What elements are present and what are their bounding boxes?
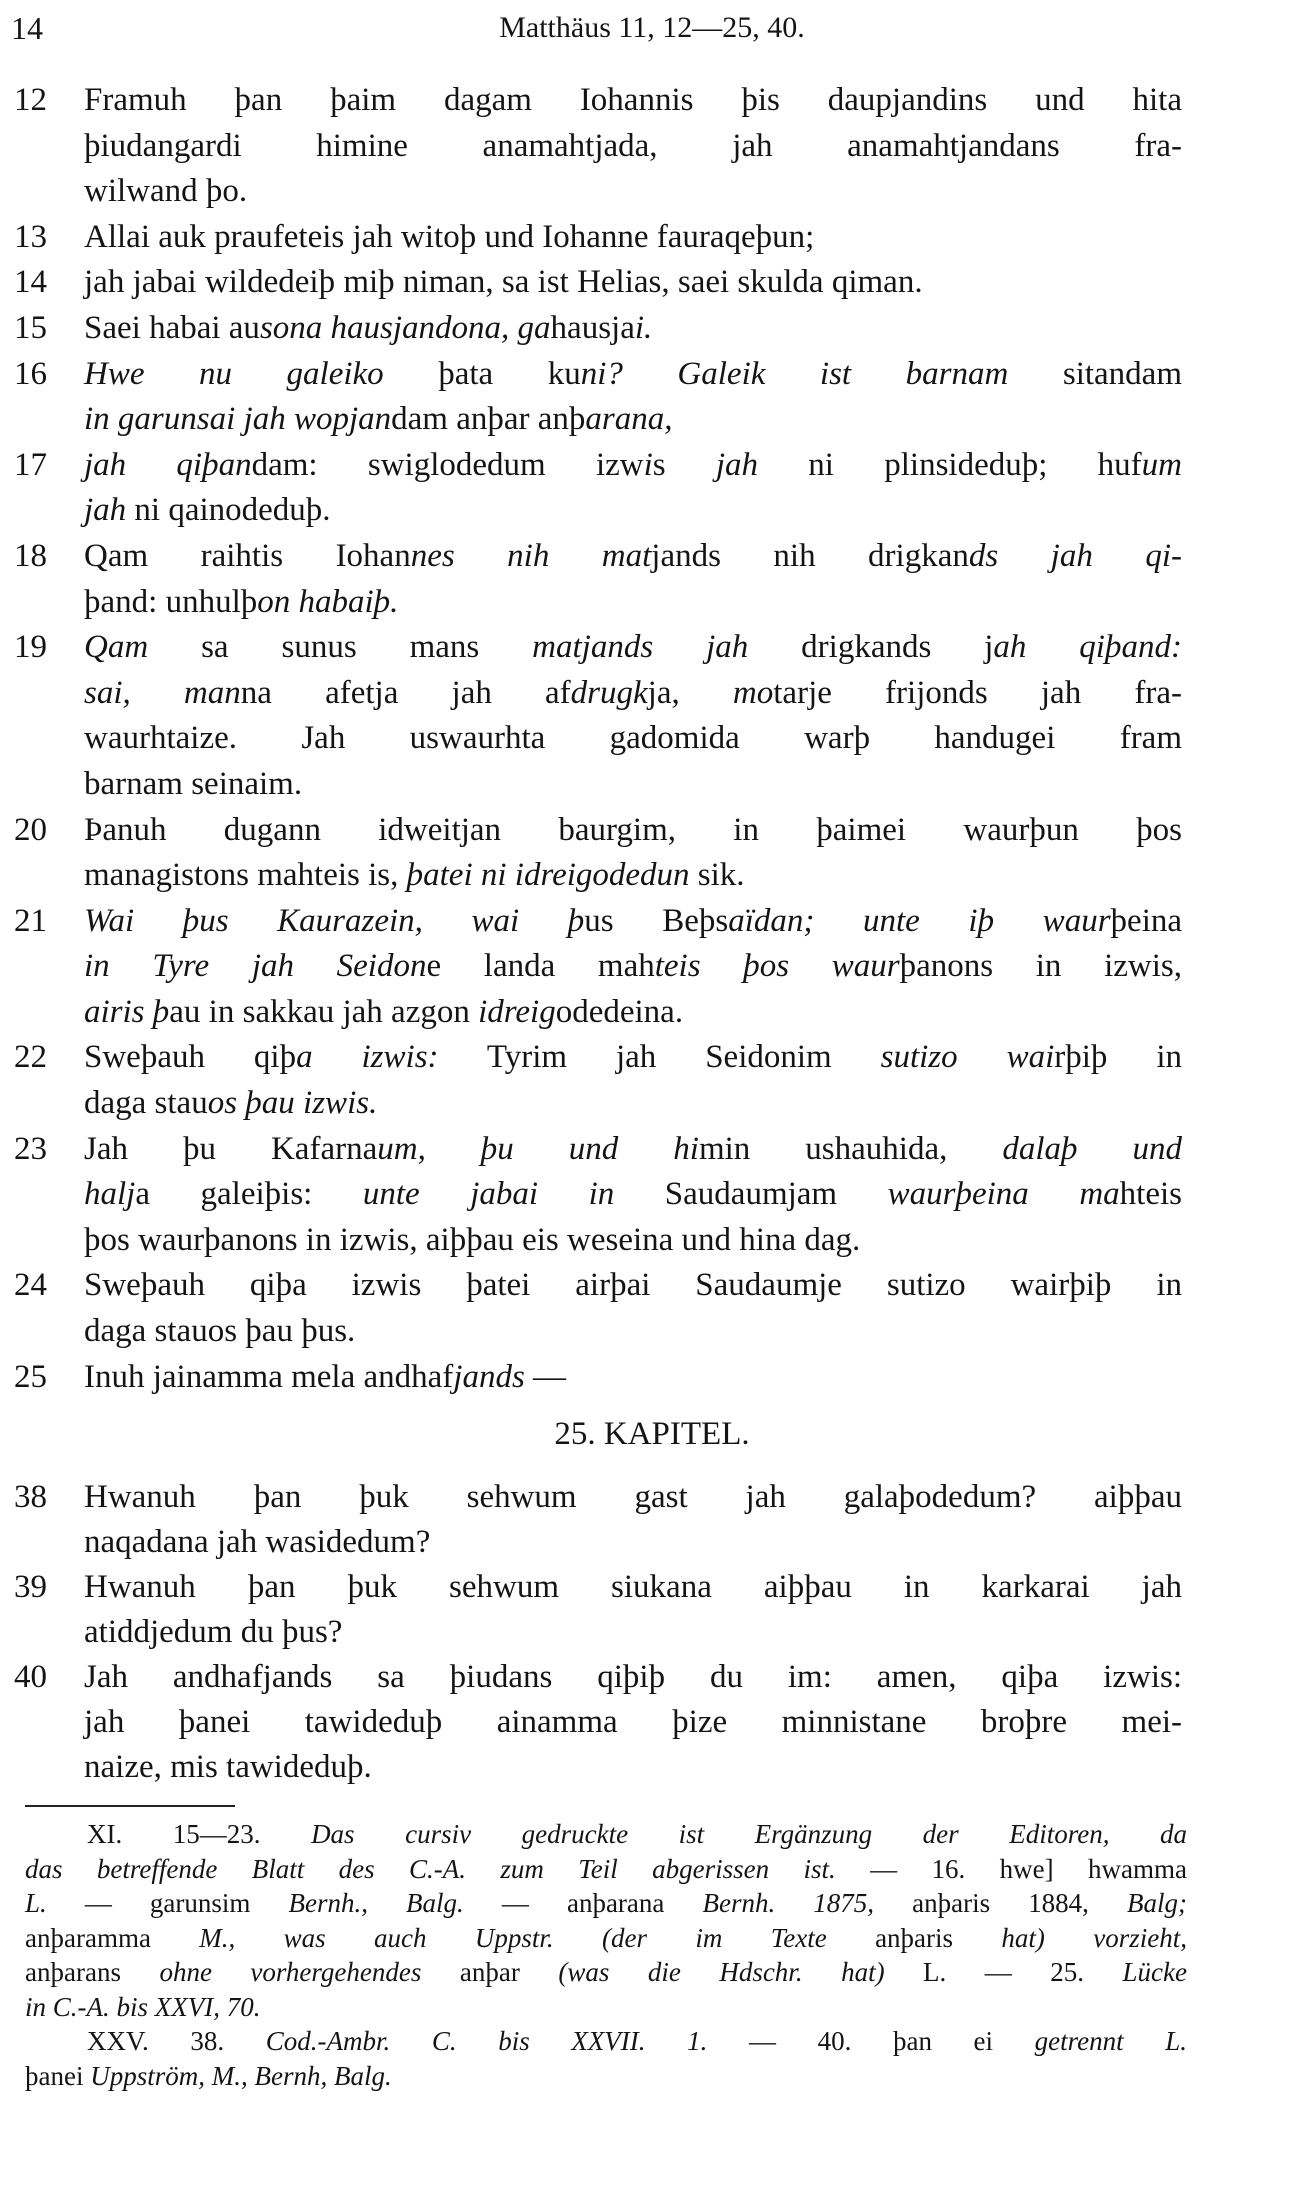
text: Framuh þan þaim dagam Iohannis þis daupjandins und hita [84,82,1182,118]
verse-number: 20 [14,811,47,848]
verse-line [84,990,1182,1036]
text: au in sakkau jah azgon [169,993,479,1030]
footnotes [25,1817,1187,2093]
text: anþarans [25,1957,160,1987]
italic-text: sona hausjandona, ga [259,309,551,346]
page-number: 14 [11,10,43,46]
text: Allai auk praufeteis jah witoþ und Iohanne fauraqeþun; [84,218,815,255]
text: ja, [647,674,733,711]
verse-line [84,534,1182,580]
italic-text: i [643,446,653,483]
text: — anþarana [463,1888,703,1918]
italic-text: ds jah qi- [968,537,1182,574]
verse-38 [0,1475,1304,1565]
verse-number: 18 [14,537,47,574]
text: ni plinsideduþ; huf [758,446,1142,483]
verse-line [84,1309,1182,1355]
text: naqadana jah wasidedum? [84,1524,431,1560]
italic-text: airis þ [84,993,170,1030]
footnote-line [25,1886,1187,1921]
text: ni qainodeduþ. [126,492,331,529]
text: þeina [1110,902,1183,939]
verse-line [84,1355,1182,1401]
italic-text: sutizo wai [880,1039,1055,1076]
text: þanei [25,2060,91,2091]
verse-23 [0,1127,1304,1264]
text: odedeina. [555,993,684,1030]
italic-text: on habaiþ. [257,583,399,620]
text: — 16. hwe] hwamma [835,1853,1188,1884]
italic-text: waurþeina ma [887,1176,1120,1213]
verse-line [84,397,1182,443]
verse-line [84,352,1182,398]
footnote-rule [25,1805,235,1807]
verse-25 [0,1355,1304,1401]
text: Qam raihtis Iohan [84,537,411,574]
verse-16 [0,352,1304,443]
running-header: Matthäus 11, 12—25, 40. [499,11,805,44]
verse-line [84,1520,1182,1565]
italic-text: in garunsai jah wopjan [84,401,392,438]
italic-text: Qam [84,629,149,666]
italic-text: teis þos waur [654,948,900,985]
verse-19 [0,625,1304,807]
text: — [524,1358,567,1395]
verse-number: 21 [14,902,47,939]
verse-line [84,853,1182,899]
verse-line [84,625,1182,671]
italic-text: Das cursiv gedruckte ist Ergänzung der Editoren, da [311,1819,1187,1849]
italic-text: ohne vorhergehendes [159,1957,422,1987]
verse-line [84,1475,1182,1520]
footnote-line [25,1817,1187,1852]
verse-14 [0,260,1304,306]
italic-text: dalaþ und [1002,1130,1183,1167]
italic-text: um, þu und hi [377,1130,699,1167]
italic-text: Bernh., Balg. [288,1888,464,1918]
footnote [25,2024,1187,2093]
text: Saei habai au [84,309,260,346]
verse-number: 22 [14,1039,47,1076]
verse-line [84,1172,1182,1218]
text: managistons mahteis is, [84,857,407,894]
verse-line [84,1655,1182,1700]
verse-line [84,124,1182,170]
text: naize, mis tawideduþ. [84,1749,372,1785]
italic-text: Lücke [1122,1957,1187,1987]
italic-text: um [1141,446,1182,483]
italic-text: þatei ni idreigodedun [406,857,690,894]
text: barnam seinaim. [84,765,303,802]
text: Jah þu Kafarna [84,1130,378,1167]
footnote-line [25,1852,1187,1887]
verse-number: 16 [14,355,47,392]
text: Jah andhafjands sa þiudans qiþiþ du im: amen, qiþa izwis: [84,1659,1182,1695]
verse-line [84,716,1182,762]
text: Tyrim jah Seidonim [438,1039,881,1076]
italic-text: Uppström, M., Bernh, Balg. [90,2060,392,2091]
verse-22 [0,1035,1304,1126]
italic-text: ah qiþand: [993,629,1182,666]
verse-12 [0,78,1304,215]
footnote-line [25,2059,1187,2094]
text: dam: swiglodedum izw [251,446,644,483]
italic-text: M., was auch Uppstr. (der im Texte [199,1922,827,1953]
italic-text: Wai þus Kaurazein, wai þ [84,902,585,939]
text: Þanuh dugann idweitjan baurgim, in þaimei waurþun þos [84,811,1182,848]
text: Hwanuh þan þuk sehwum siukana aiþþau in karkarai jah [84,1569,1182,1605]
verse-line [84,215,1182,261]
italic-text: jah qiþan [84,446,252,483]
verse-line [84,671,1182,717]
verse-number: 40 [14,1659,47,1695]
italic-text: os þau izwis. [207,1085,378,1122]
text: Sweþauh qiþ [84,1039,297,1076]
verse-line [84,169,1182,215]
text: rþiþ in [1054,1039,1182,1076]
verse-line [84,1565,1182,1610]
text: a galeiþis: [135,1176,363,1213]
verse-39 [0,1565,1304,1655]
text: Saudaumjam [614,1176,888,1213]
italic-text: matjands jah [532,629,749,666]
text: XI. 15—23. [87,1819,312,1849]
italic-text: a izwis: [296,1039,439,1076]
verse-line [84,1081,1182,1127]
italic-text: jah [715,446,759,483]
verse-17 [0,443,1304,534]
verse-15 [0,306,1304,352]
italic-text: ni? Galeik ist barnam [580,355,1009,392]
italic-text: sai, man [84,674,241,711]
text: þand: unhulþ [84,583,258,620]
text: jah þanei tawideduþ ainamma þize minnistane broþre mei- [84,1704,1182,1740]
verse-line [84,1218,1182,1264]
verse-line [84,443,1182,489]
footnote-line [25,2024,1187,2059]
verse-number: 12 [14,82,47,118]
italic-text: jands [453,1358,525,1395]
italic-text: i. [634,309,653,346]
verse-number: 23 [14,1130,47,1167]
verse-line [84,1610,1182,1655]
verse-line [84,1127,1182,1173]
text: tarje frijonds jah fra- [773,674,1182,711]
text: drigkands j [748,629,994,666]
text: jands nih drigkan [651,537,969,574]
italic-text: Balg; [1127,1888,1187,1918]
text: þos waurþanons in izwis, aiþþau eis weseina und hina dag. [84,1221,861,1258]
text: daga stauos þau þus. [84,1313,356,1350]
text: Inuh jainamma mela andhaf [84,1358,454,1395]
text: þiudangardi himine anamahtjada, jah anamahtjandans fra- [84,127,1182,164]
italic-text: jah [84,492,127,529]
italic-text: L. [25,1888,47,1918]
verse-line [84,488,1182,534]
italic-text: unte jabai in [362,1176,615,1213]
verse-13 [0,215,1304,261]
verse-line [84,1263,1182,1309]
italic-text: in C.-A. bis XXVI, 70. [25,1991,261,2022]
italic-text: mo [732,674,774,711]
text: þanons in izwis, [899,948,1182,985]
verse-line [84,306,1182,352]
text: min ushauhida, [698,1130,1003,1167]
verse-number: 24 [14,1267,47,1304]
italic-text: in Tyre jah Seidon [84,948,427,985]
italic-text: Cod.-Ambr. C. bis XXVII. 1. [265,2026,708,2056]
chapter-25-text [0,1475,1304,1790]
italic-text: drugk [570,674,648,711]
italic-text: hat) vorzieht, [1001,1922,1187,1953]
text: sa sunus mans [148,629,533,666]
text: L. — 25. [884,1957,1123,1987]
text: waurhtaize. Jah uswaurhta gadomida warþ handugei fram [84,720,1182,757]
chapter-heading: 25. KAPITEL. [554,1416,750,1452]
verse-line [84,1035,1182,1081]
verse-line [84,808,1182,854]
text: Sweþauh qiþa izwis þatei airþai Saudaumje sutizo wairþiþ in [84,1267,1182,1304]
text: sik. [689,857,745,894]
text: us Beþs [584,902,729,939]
text: anþaris [826,1922,1002,1953]
text: Hwanuh þan þuk sehwum gast jah galaþodedum? aiþþau [84,1479,1182,1515]
verse-line [84,1745,1182,1790]
text: e landa mah [426,948,655,985]
text: hausja [550,309,635,346]
text: atiddjedum du þus? [84,1614,343,1650]
italic-text: Bernh. 1875, [702,1888,875,1918]
verse-number: 14 [14,264,47,301]
verse-number: 38 [14,1479,47,1515]
verse-number: 19 [14,629,47,666]
footnote-line [25,1955,1187,1990]
verse-24 [0,1263,1304,1354]
text: anþaris 1884, [874,1888,1127,1918]
italic-text: halj [84,1176,136,1213]
text: XXV. 38. [87,2026,266,2056]
footnote-line [25,1921,1187,1956]
italic-text: (was die Hdschr. hat) [558,1957,885,1987]
italic-text: idreig [478,993,556,1030]
text: hteis [1119,1176,1182,1213]
verse-number: 25 [14,1358,47,1395]
text: sitandam [1008,355,1182,392]
verse-number: 17 [14,446,47,483]
footnote [25,1817,1187,2024]
italic-text: Hwe nu galeiko [84,355,384,392]
verse-line [84,1700,1182,1745]
text: na afetja jah af [240,674,571,711]
italic-text: arana, [585,401,673,438]
verse-line [84,944,1182,990]
verse-line [84,260,1182,306]
text: wilwand þo. [84,173,248,210]
verse-number: 39 [14,1569,47,1605]
verse-line [84,899,1182,945]
text: daga stau [84,1085,208,1122]
verse-18 [0,534,1304,625]
text: — 40. þan ei [707,2026,1035,2056]
italic-text: getrennt L. [1034,2026,1187,2056]
verse-40 [0,1655,1304,1790]
italic-text: aïdan; unte iþ waur [728,902,1111,939]
verse-21 [0,899,1304,1036]
verse-line [84,580,1182,626]
verse-line [84,78,1182,124]
text: s [652,446,716,483]
verse-line [84,762,1182,808]
text: þata ku [383,355,581,392]
italic-text: das betreffende Blatt des C.-A. zum Teil abgerissen ist. [25,1853,836,1884]
verse-20 [0,808,1304,899]
text: — garunsim [46,1888,289,1918]
text: anþaramma [25,1922,200,1953]
text: dam anþar anþ [391,401,586,438]
text: anþar [421,1957,559,1987]
italic-text: nes nih mat [410,537,652,574]
chapter-11-text [0,78,1304,1400]
footnote-line [25,1990,1187,2025]
verse-number: 13 [14,218,47,255]
text: jah jabai wildedeiþ miþ niman, sa ist Helias, saei skulda qiman. [84,264,923,301]
verse-number: 15 [14,309,47,346]
